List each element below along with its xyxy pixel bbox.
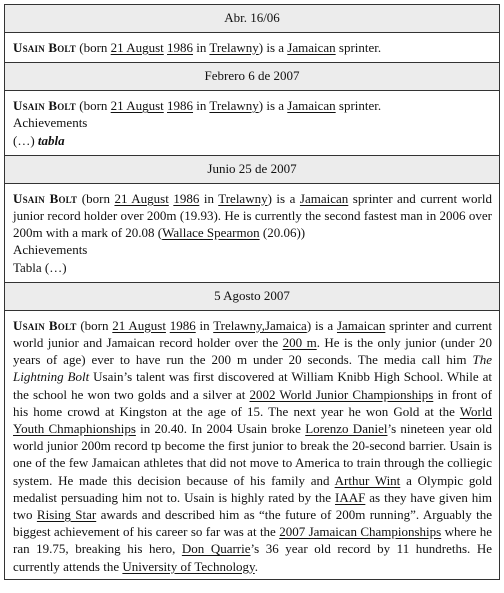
text: ’s 36 year old record by 11 hundreths. He currently attends the <box>13 541 492 574</box>
link-nationality[interactable]: Jamaican <box>299 190 349 206</box>
revision-body <box>5 311 499 579</box>
nickname: The Lightning Bolt <box>13 352 492 385</box>
text: ) is a <box>306 317 337 333</box>
subject-name: Usain Bolt <box>13 98 76 114</box>
link-birth-year[interactable]: 1986 <box>173 190 200 206</box>
link-birthplace[interactable]: Trelawny,Jamaica <box>213 317 307 333</box>
achievements-heading: Achievements <box>13 242 88 258</box>
text: in 20.40. In 2004 Usain broke <box>135 421 306 437</box>
link-birth-year[interactable]: 1986 <box>167 98 194 114</box>
link-lorenzo-daniel[interactable]: Lorenzo Daniel <box>305 421 388 437</box>
achievements-heading: Achievements <box>13 115 88 131</box>
link-200m[interactable]: 200 m <box>282 335 317 351</box>
text: ) is a <box>258 40 288 55</box>
subject-name: Usain Bolt <box>13 317 77 333</box>
link-world-youth-championships[interactable]: World Youth Chmaphionships <box>13 403 492 437</box>
tabla-line: Tabla (…) <box>13 259 67 275</box>
revision-body <box>5 33 499 63</box>
link-nationality[interactable]: Jamaican <box>287 40 336 55</box>
text: ) is a <box>258 98 288 114</box>
tabla-line <box>13 132 492 149</box>
link-wallace-spearmon[interactable]: Wallace Spearmon <box>162 225 260 241</box>
text: sprinter and current world junior record holder over 200m (19.93). He is currently the second fastest man in 2006 over 200m with a mark of 20.08 ( <box>13 190 492 241</box>
text: awards and described him as “the future of 200m running”. Arguably the biggest achievement of his career so far was at the <box>13 507 493 540</box>
link-jamaican-championships[interactable]: 2007 Jamaican Championships <box>279 524 442 540</box>
revision-date-header <box>5 283 499 311</box>
link-university-of-technology[interactable]: University of Technology <box>122 558 255 574</box>
text: ) is a <box>267 190 300 206</box>
text: in front of his home crowd at Kingston at the age of 15. The next year he won Gold at the <box>13 386 492 419</box>
revision-date: Abr. 16/06 <box>224 10 280 25</box>
link-birth-day[interactable]: 21 August <box>110 40 164 55</box>
text: . He is the only junior (under 20 years of age) ever to have run the 200 m under 20 seconds. The media call him <box>13 335 492 368</box>
text: as they have given him two <box>13 489 493 523</box>
text: (born <box>76 40 111 55</box>
link-don-quarrie[interactable]: Don Quarrie <box>181 541 251 557</box>
link-birthplace[interactable]: Trelawny <box>209 40 259 55</box>
subject-name: Usain Bolt <box>13 40 76 55</box>
link-rising-star[interactable]: Rising Star <box>36 507 97 523</box>
text: (born <box>76 98 111 114</box>
text: ’s nineteen year old world junior 200m record tp become the first junior to break the 20-second barrier. Usain is one of the few Jamaican athletes that did not move to America to train through the colliegic system. He made this decision because of his family and <box>13 421 492 488</box>
link-birth-day[interactable]: 21 August <box>114 190 169 206</box>
text: Usain’s talent was first discovered at William Knibb High School. While at the school he won two golds and a silver at <box>13 369 492 402</box>
revision-body <box>5 91 499 156</box>
revision-date: Junio 25 de 2007 <box>207 160 297 176</box>
text: sprinter. <box>335 98 382 114</box>
link-iaaf[interactable]: IAAF <box>334 489 366 505</box>
revision-date: 5 Agosto 2007 <box>214 287 290 303</box>
intro-paragraph <box>13 191 492 240</box>
link-nationality[interactable]: Jamaican <box>336 317 386 333</box>
revision-date: Febrero 6 de 2007 <box>204 68 300 84</box>
text: in <box>193 98 210 114</box>
text: in <box>199 190 219 206</box>
revision-body <box>5 184 499 283</box>
revision-date-header <box>5 156 499 184</box>
tabla-label: tabla <box>37 132 65 148</box>
link-birth-year[interactable]: 1986 <box>169 317 196 333</box>
revision-date-header <box>5 63 499 91</box>
intro-line <box>13 97 492 114</box>
text: (born <box>77 190 115 206</box>
text: (20.06)) <box>259 225 306 241</box>
link-birthplace[interactable]: Trelawny <box>218 190 268 206</box>
link-birth-day[interactable]: 21 August <box>110 98 164 114</box>
text: sprinter and current world junior and Jamaican record holder over the <box>13 317 493 351</box>
link-birthplace[interactable]: Trelawny <box>209 98 259 114</box>
text: in <box>193 40 210 55</box>
ellipsis: (…) <box>13 132 38 148</box>
text: in <box>195 317 214 333</box>
text: (born <box>76 317 113 333</box>
text: where he ran 19.75, breaking his hero, <box>13 524 492 557</box>
link-world-junior-championships[interactable]: 2002 World Junior Championships <box>249 386 434 402</box>
link-birth-day[interactable]: 21 August <box>112 317 166 333</box>
text: sprinter. <box>335 40 382 55</box>
text: a Olympic gold medalist persuading him not to. Usain is highly rated by the <box>13 472 492 505</box>
revision-date-header <box>5 5 499 33</box>
subject-name: Usain Bolt <box>13 190 78 206</box>
link-birth-year[interactable]: 1986 <box>167 40 194 55</box>
link-arthur-wint[interactable]: Arthur Wint <box>334 472 401 488</box>
revision-table <box>4 4 500 580</box>
text: . <box>254 558 258 574</box>
link-nationality[interactable]: Jamaican <box>287 98 336 114</box>
